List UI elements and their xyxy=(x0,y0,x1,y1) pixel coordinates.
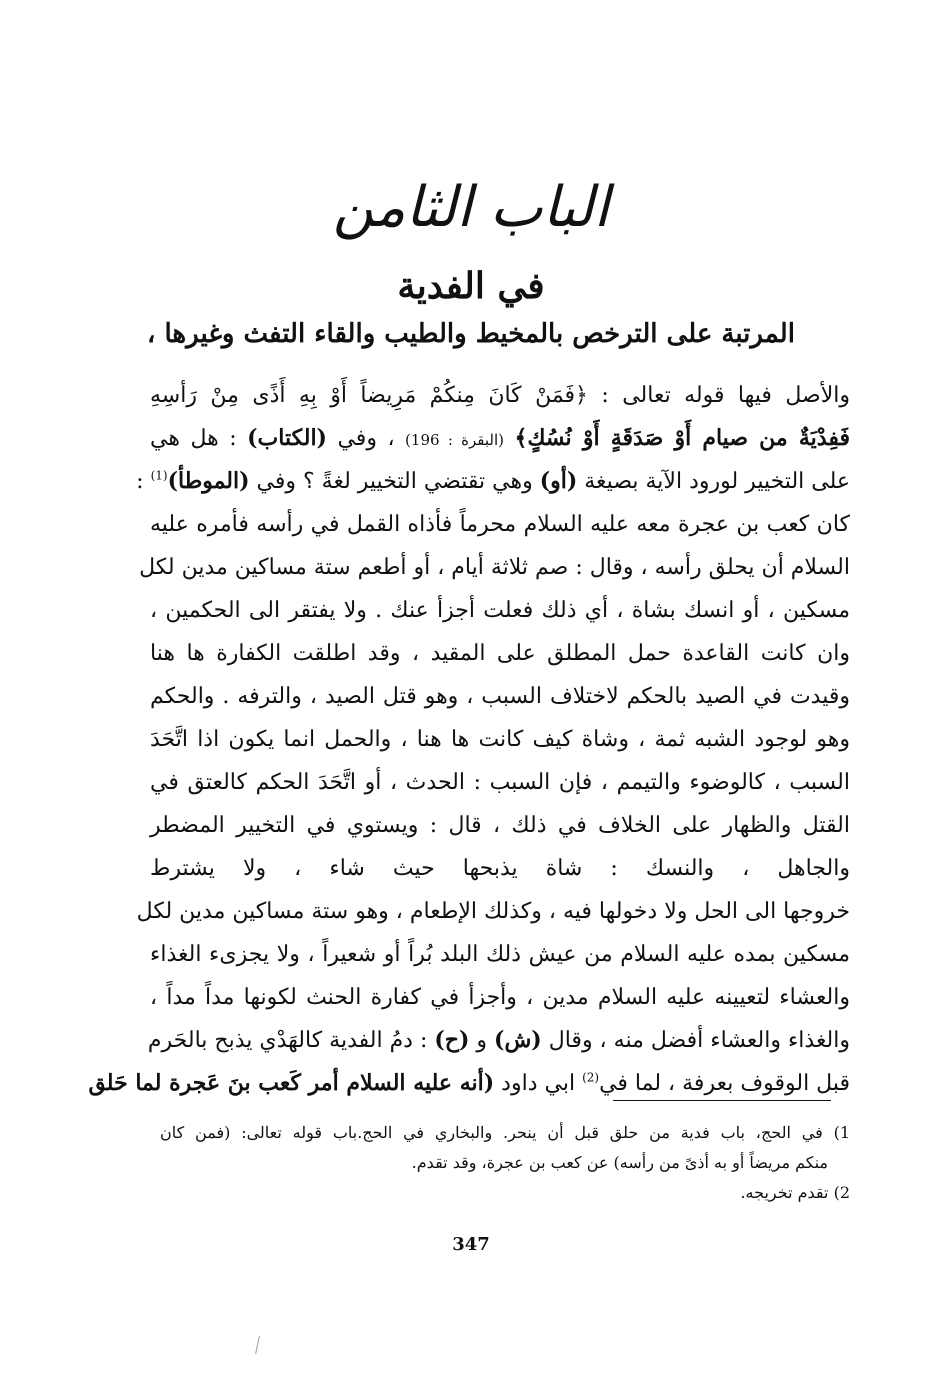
line-text: ، وفي xyxy=(337,426,395,451)
section-title: في الفدية xyxy=(397,265,545,307)
text-line xyxy=(150,589,850,632)
school-abbrev-hanafi: (ح) xyxy=(434,1027,470,1053)
line-text: السلام أن يحلق رأسه ، وقال : صم ثلاثة أيام ، أو أطعم ستة مساكين مدين لكل xyxy=(139,555,850,580)
text-line xyxy=(150,718,850,761)
text-line xyxy=(150,675,850,718)
text-line xyxy=(139,546,850,589)
text-line xyxy=(150,804,850,847)
text-line xyxy=(136,460,850,503)
text-line xyxy=(147,1019,850,1062)
footnote-text: في الحج، باب فدية من حلق قبل أن ينحر. والبخاري في الحج.باب قوله تعالى: (فمن كان xyxy=(160,1123,823,1142)
line-text: ابي داود xyxy=(501,1071,576,1096)
line-text: : دمُ الفدية كالهَدْي يذبح بالحَرم xyxy=(147,1028,428,1053)
verse-reference: (البقرة : 196) xyxy=(405,431,504,449)
emphasis: (أو) xyxy=(539,468,578,494)
line-text: وقيدت في الصيد بالحكم لاختلاف السبب ، وهو قتل الصيد ، والترفه . والحكم xyxy=(150,684,850,709)
footnote-number: 1) xyxy=(833,1123,850,1142)
chapter-title: الباب الثامن xyxy=(332,175,610,240)
line-text: وهو لوجود الشبه ثمة ، وشاة كيف كانت ها هنا ، والحمل انما يكون اذا اتَّحَدَ xyxy=(150,727,850,752)
line-text: مسكين بمده عليه السلام من عيش ذلك البلد بُراً أو شعيراً ، ولا يجزىء الغذاء xyxy=(150,942,850,967)
text-line xyxy=(150,417,850,460)
line-text: وهي تقتضي التخيير لغةً ؟ وفي xyxy=(256,469,533,494)
book-title: (الموطأ) xyxy=(167,468,250,494)
text-line xyxy=(136,890,850,933)
scan-artifact xyxy=(255,1336,260,1354)
line-text: والأصل فيها قوله تعالى : ﴿فَمَنْ كَانَ مِنكُمْ مَرِيضاً أَوْ بِهِ أَذًى مِنْ رَأسِهِ xyxy=(150,383,850,408)
line-text: على التخيير لورود الآية بصيغة xyxy=(584,469,850,494)
line-text: : هل هي xyxy=(150,426,237,451)
text-line xyxy=(150,374,850,417)
line-text: والجاهل ، والنسك : شاة يذبحها حيث شاء ، ولا يشترط xyxy=(150,856,850,881)
footnote-number: 2) xyxy=(833,1183,850,1202)
footnote-reference: (2) xyxy=(582,1070,600,1085)
line-text: السبب ، كالوضوء والتيمم ، فإن السبب : الحدث ، أو اتَّحَدَ الحكم كالعتق في xyxy=(150,770,850,795)
footnote-text: تقدم تخريجه. xyxy=(740,1183,829,1202)
hadith-quote: (أنه عليه السلام أمر كَعب بنَ عَجرة لما حَلق xyxy=(88,1070,495,1096)
section-subtitle: المرتبة على الترخص بالمخيط والطيب والقاء التفث وغيرها ، xyxy=(147,319,795,349)
footnote-text: منكم مريضاً أو به أذىً من رأسه) عن كعب بن عجرة، وقد تقدم. xyxy=(411,1153,828,1172)
line-text: والغذاء والعشاء أفضل منه ، وقال xyxy=(548,1028,850,1053)
line-text: مسكين ، أو انسك بشاة ، أي ذلك فعلت أجزأ عنك . ولا يفتقر الى الحكمين ، xyxy=(150,598,850,623)
line-text: كان كعب بن عجرة معه عليه السلام محرماً فأذاه القمل في رأسه فأمره عليه xyxy=(150,512,850,537)
footnote-1 xyxy=(160,1118,850,1148)
line-text: خروجها الى الحل ولا دخولها فيه ، وكذلك الإطعام ، وهو ستة مساكين مدين لكل xyxy=(136,899,850,924)
footnote-2 xyxy=(160,1178,850,1208)
text-line xyxy=(150,761,850,804)
text-line xyxy=(88,1062,850,1105)
text-line xyxy=(150,847,850,890)
footnotes xyxy=(160,1118,850,1208)
footnote-divider xyxy=(613,1100,831,1101)
book-title: (الكتاب) xyxy=(247,425,327,451)
text-line xyxy=(150,933,850,976)
line-text: وان كانت القاعدة حمل المطلق على المقيد ، وقد اطلقت الكفارة ها هنا xyxy=(150,641,850,666)
body-text xyxy=(88,374,850,1105)
line-text: القتل والظهار على الخلاف في ذلك ، قال : ويستوي في التخيير المضطر xyxy=(150,813,850,838)
footnote-1-continued xyxy=(160,1148,850,1178)
footnote-reference: (1) xyxy=(150,468,168,483)
text-line xyxy=(150,976,850,1019)
page-number: 347 xyxy=(452,1234,490,1255)
line-text: والعشاء لتعيينه عليه السلام مدين ، وأجزأ في كفارة الحنث لكونها مداً مداً ، xyxy=(150,985,850,1010)
line-text: : xyxy=(136,469,144,494)
text-line xyxy=(150,503,850,546)
text-line xyxy=(150,632,850,675)
quran-verse: فَفِدْيَةٌ من صيام أَوْ صَدَقَةٍ أَوْ نُسُكٍ﴾ xyxy=(514,425,850,451)
line-text: و xyxy=(476,1028,488,1053)
school-abbrev-shafii: (ش) xyxy=(494,1027,542,1053)
line-text: قبل الوقوف بعرفة ، لما في xyxy=(599,1071,850,1096)
